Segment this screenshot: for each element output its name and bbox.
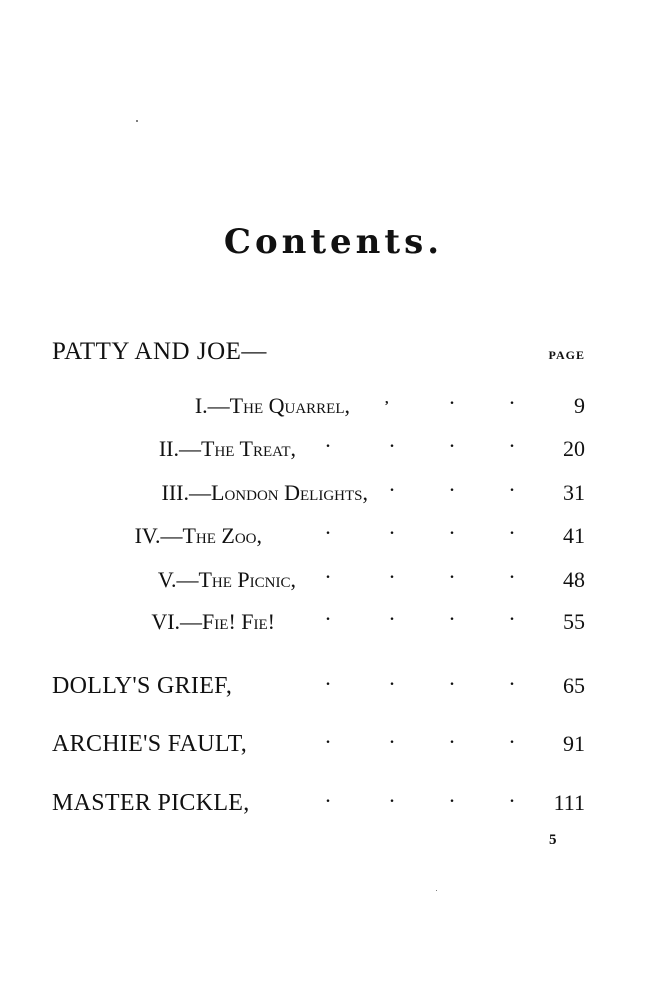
chapter-numeral: V. xyxy=(157,567,177,592)
page-number: 9 xyxy=(574,393,585,418)
chapter-title: —London Delights, xyxy=(189,480,368,505)
page-number: 55 xyxy=(563,609,585,634)
ink-speck xyxy=(136,120,138,122)
toc-entry-chapter-1 xyxy=(0,391,350,421)
toc-entry-story: DOLLY'S GRIEF, xyxy=(52,673,233,699)
chapter-title: —The Picnic, xyxy=(176,567,296,592)
page-number: 111 xyxy=(553,790,585,815)
toc-entry-chapter-5 xyxy=(0,565,296,595)
toc-entry-chapter-2 xyxy=(0,434,296,464)
page-column-label: PAGE xyxy=(548,348,585,362)
chapter-numeral: I. xyxy=(194,393,208,418)
chapter-numeral: VI. xyxy=(151,609,181,634)
page-number: 91 xyxy=(563,731,585,756)
chapter-title: —The Treat, xyxy=(179,436,296,461)
toc-entry-chapter-6 xyxy=(0,607,275,637)
chapter-numeral: IV. xyxy=(134,523,161,548)
page-number: 20 xyxy=(563,436,585,461)
toc-entry-chapter-4 xyxy=(0,521,262,551)
folio-page-number: 5 xyxy=(549,832,557,848)
page: Contents. PATTY AND JOE— PAGE I.—The Quarrel, II.—The Treat, III.—London Delights, IV.—The Zoo, V.—The Picnic, VI.—Fie! Fie! , . . . . . . . . . . . . . . . . . . . . . 9 20 31 41 48 55 DOLLY'S GRIEF, ARCHIE'S FAULT, MASTER PICKLE, . . . . . . . . . . . . 65 91 111 5 xyxy=(0,0,667,1000)
chapter-numeral: II. xyxy=(158,436,180,461)
toc-entry-story: MASTER PICKLE, xyxy=(52,790,250,816)
page-number: 48 xyxy=(563,567,585,592)
chapter-label xyxy=(135,521,262,551)
toc-entry-story: ARCHIE'S FAULT, xyxy=(52,731,248,757)
chapter-title: —The Zoo, xyxy=(160,523,262,548)
page-number: 41 xyxy=(563,523,585,548)
page-title: Contents. xyxy=(223,222,444,262)
chapter-label xyxy=(162,478,368,508)
page-number: 65 xyxy=(563,673,585,698)
chapter-title: —Fie! Fie! xyxy=(180,609,275,634)
toc-entry-chapter-3 xyxy=(0,478,368,508)
chapter-numeral: III. xyxy=(161,480,190,505)
ink-speck xyxy=(436,890,437,891)
section-heading: PATTY AND JOE— xyxy=(52,338,267,365)
chapter-title: —The Quarrel, xyxy=(207,393,350,418)
chapter-label xyxy=(158,565,296,595)
chapter-label xyxy=(195,391,350,421)
chapter-label xyxy=(151,607,275,637)
chapter-label xyxy=(159,434,296,464)
page-number: 31 xyxy=(563,480,585,505)
